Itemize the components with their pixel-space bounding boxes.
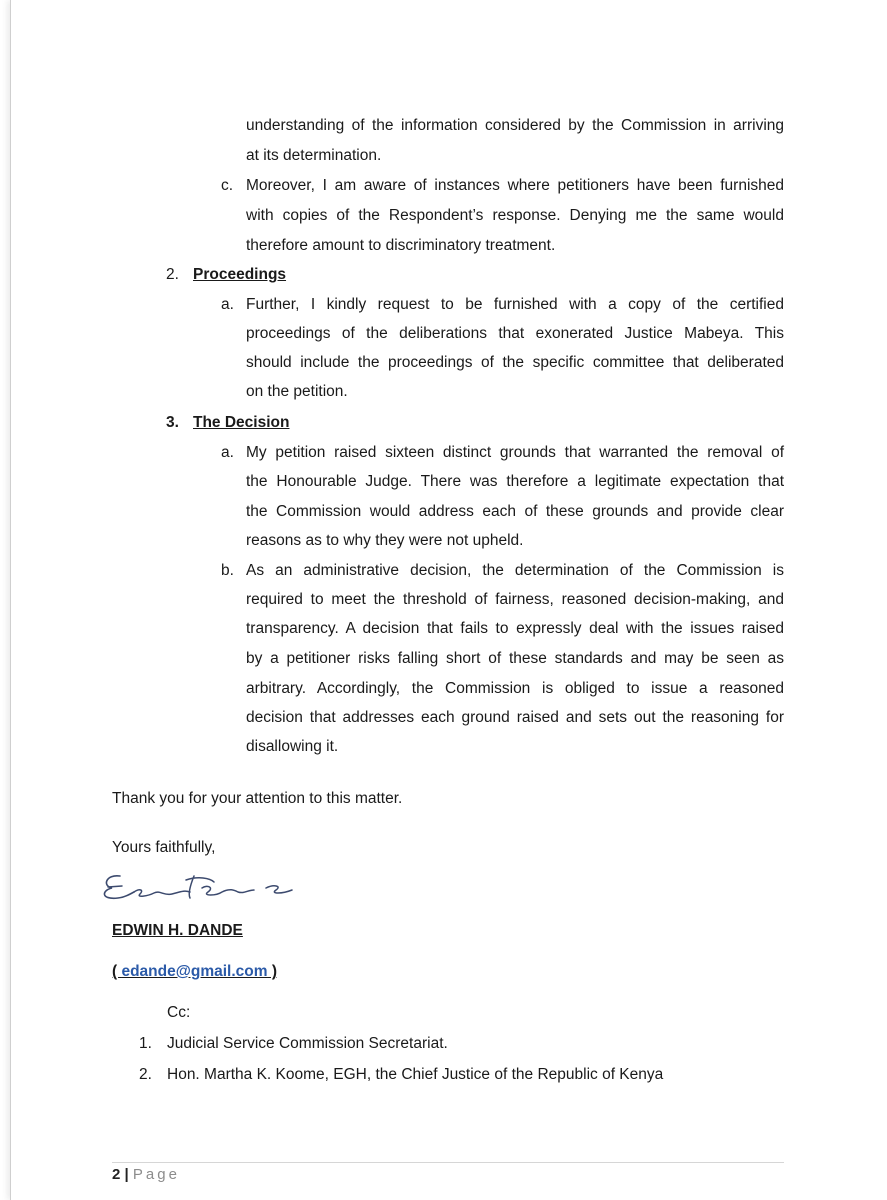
list-marker: a. bbox=[221, 444, 234, 461]
list-marker: c. bbox=[221, 177, 234, 194]
signatory-email-line bbox=[112, 962, 277, 982]
text-line: Further, I kindly request to be furnished with a copy of the certified bbox=[246, 296, 784, 313]
proceedings-paragraph bbox=[246, 295, 784, 315]
decision-paragraph-b bbox=[246, 590, 784, 610]
email-open-paren: ( bbox=[112, 963, 122, 980]
text-line: reasons as to why they were not upheld. bbox=[246, 532, 524, 549]
text-line: required to meet the threshold of fairness, reasoned decision-making, and bbox=[246, 591, 784, 608]
section-heading-decision: The Decision bbox=[193, 414, 290, 431]
email-link[interactable]: edande@gmail.com bbox=[121, 963, 268, 980]
text-line: proceedings of the deliberations that exonerated Justice Mabeya. This bbox=[246, 325, 784, 342]
decision-paragraph-a bbox=[246, 472, 784, 492]
decision-paragraph-b bbox=[246, 708, 784, 728]
section-heading-proceedings: Proceedings bbox=[193, 266, 287, 283]
section-number: 3. bbox=[166, 414, 179, 431]
cc-item-number: 1. bbox=[139, 1035, 152, 1052]
item-c-paragraph bbox=[246, 206, 784, 226]
footer-divider bbox=[112, 1162, 784, 1163]
cc-label: Cc: bbox=[167, 1004, 191, 1021]
email-close-paren: ) bbox=[267, 963, 277, 980]
text-line: As an administrative decision, the determination of the Commission is bbox=[246, 562, 784, 579]
text-line: at its determination. bbox=[246, 147, 382, 164]
continuation-paragraph bbox=[246, 116, 784, 136]
text-line: arbitrary. Accordingly, the Commission is obliged to issue a reasoned bbox=[246, 680, 784, 697]
text-line: should include the proceedings of the specific committee that deliberated bbox=[246, 354, 784, 371]
section-number: 2. bbox=[166, 266, 179, 283]
text-line: transparency. A decision that fails to expressly deal with the issues raised bbox=[246, 620, 784, 637]
closing-thanks: Thank you for your attention to this matter. bbox=[112, 790, 403, 807]
text-line: Moreover, I am aware of instances where petitioners have been furnished bbox=[246, 177, 784, 194]
text-line: the Commission would address each of these grounds and provide clear bbox=[246, 503, 784, 520]
decision-paragraph-b bbox=[246, 679, 784, 699]
closing-valediction: Yours faithfully, bbox=[112, 839, 216, 856]
text-line: therefore amount to discriminatory treatment. bbox=[246, 237, 556, 254]
decision-paragraph-b bbox=[246, 649, 784, 669]
text-line: by a petitioner risks falling short of these standards and may be seen as bbox=[246, 650, 784, 667]
proceedings-paragraph bbox=[246, 324, 784, 344]
decision-paragraph-b bbox=[246, 561, 784, 581]
decision-paragraph-a bbox=[246, 443, 784, 463]
decision-paragraph-a bbox=[246, 502, 784, 522]
page-number: 2 bbox=[112, 1166, 121, 1183]
text-line: decision that addresses each ground raised and sets out the reasoning for bbox=[246, 709, 784, 726]
cc-item-number: 2. bbox=[139, 1066, 152, 1083]
list-marker: a. bbox=[221, 296, 234, 313]
text-line: My petition raised sixteen distinct grounds that warranted the removal of bbox=[246, 444, 784, 461]
cc-item: Judicial Service Commission Secretariat. bbox=[167, 1035, 448, 1052]
signatory-name: EDWIN H. DANDE bbox=[112, 922, 243, 939]
list-marker: b. bbox=[221, 562, 234, 579]
text-line: with copies of the Respondent’s response. Denying me the same would bbox=[246, 207, 784, 224]
item-c-paragraph bbox=[246, 176, 784, 196]
text-line: disallowing it. bbox=[246, 738, 339, 755]
text-line: on the petition. bbox=[246, 383, 348, 400]
page-separator: | bbox=[124, 1166, 129, 1183]
decision-paragraph-b bbox=[246, 619, 784, 639]
signature-image bbox=[98, 866, 308, 906]
proceedings-paragraph bbox=[246, 353, 784, 373]
text-line: understanding of the information considered by the Commission in arriving bbox=[246, 117, 784, 134]
page-footer bbox=[112, 1166, 180, 1183]
page-label: Page bbox=[132, 1166, 180, 1183]
text-line: the Honourable Judge. There was therefore a legitimate expectation that bbox=[246, 473, 784, 490]
cc-item: Hon. Martha K. Koome, EGH, the Chief Justice of the Republic of Kenya bbox=[167, 1066, 664, 1083]
